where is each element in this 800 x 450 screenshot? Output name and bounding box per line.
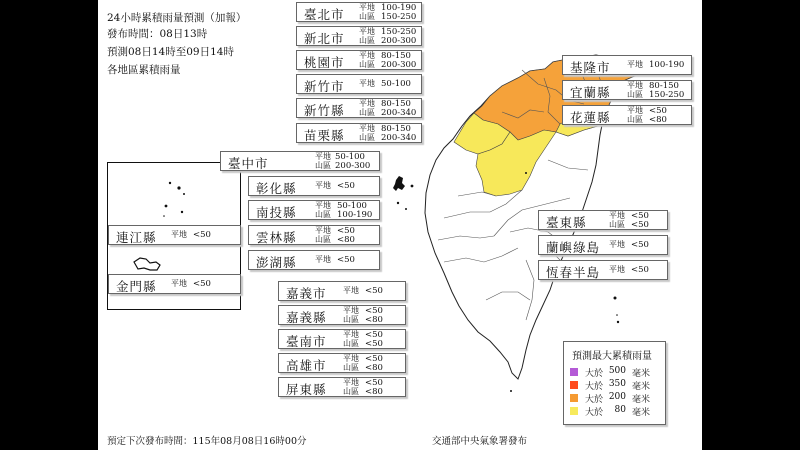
plain-value: 100-190 — [381, 3, 417, 13]
region-name: 屏東縣 — [286, 382, 327, 397]
region-name: 澎湖縣 — [256, 255, 297, 270]
mountain-label: 山區 — [627, 115, 643, 124]
legend-value: 500 — [608, 366, 626, 376]
region-name: 新北市 — [304, 31, 345, 46]
region-name: 高雄市 — [286, 358, 327, 373]
mountain-value: 150-250 — [649, 90, 685, 100]
mountain-value: <80 — [365, 363, 383, 373]
region-name: 南投縣 — [256, 205, 297, 220]
plain-label: 平地 — [359, 3, 375, 12]
legend-unit: 毫米 — [632, 408, 651, 418]
plain-value: <50 — [365, 378, 383, 388]
legend-swatch — [570, 368, 578, 376]
region-name: 臺中市 — [228, 156, 269, 171]
mountain-value: 200-300 — [335, 161, 371, 171]
legend-swatch — [570, 381, 578, 389]
region-box-yilan — [562, 80, 692, 100]
plain-value: 100-190 — [649, 60, 685, 70]
region-box-kaohsiung — [278, 353, 406, 373]
next-issue-time: 預定下次發布時間：115年08月08日16時00分 — [107, 436, 307, 447]
mountain-label: 山區 — [315, 161, 331, 170]
mountain-label: 山區 — [359, 108, 375, 117]
plain-label: 平地 — [171, 230, 187, 239]
plain-label: 平地 — [343, 354, 359, 363]
region-box-miaoli — [296, 123, 422, 143]
issuing-agency: 交通部中央氣象署發布 — [432, 436, 528, 447]
region-box-hengchun — [538, 260, 668, 280]
mountain-label: 山區 — [343, 315, 359, 324]
plain-label: 平地 — [315, 255, 331, 264]
mountain-value: 200-340 — [381, 108, 417, 118]
plain-value: <50 — [631, 211, 649, 221]
region-name: 彰化縣 — [256, 181, 297, 196]
plain-value: <50 — [193, 230, 211, 240]
rainfall-legend — [563, 341, 666, 425]
legend-prefix: 大於 — [585, 395, 604, 405]
plain-label: 平地 — [359, 27, 375, 36]
region-name: 花蓮縣 — [570, 110, 611, 125]
region-name: 基隆市 — [570, 60, 611, 75]
region-box-yunlin — [248, 225, 380, 245]
plain-label: 平地 — [359, 79, 375, 88]
plain-label: 平地 — [343, 286, 359, 295]
plain-value: <50 — [365, 330, 383, 340]
region-name: 臺北市 — [304, 7, 345, 22]
mountain-value: 150-250 — [381, 12, 417, 22]
region-box-tainan — [278, 329, 406, 349]
mountain-label: 山區 — [359, 36, 375, 45]
region-name: 金門縣 — [116, 279, 157, 294]
legend-unit: 毫米 — [632, 395, 651, 405]
mountain-value: 200-300 — [381, 36, 417, 46]
forecast-sheet — [98, 0, 702, 450]
plain-value: 150-250 — [381, 27, 417, 37]
plain-label: 平地 — [359, 99, 375, 108]
region-box-lanyu-lyudao — [538, 235, 668, 255]
legend-value: 80 — [614, 405, 626, 415]
plain-label: 平地 — [315, 181, 331, 190]
plain-label: 平地 — [609, 240, 625, 249]
mountain-label: 山區 — [359, 133, 375, 142]
mountain-label: 山區 — [627, 90, 643, 99]
plain-label: 平地 — [343, 306, 359, 315]
region-name: 連江縣 — [116, 230, 157, 245]
region-name: 宜蘭縣 — [570, 85, 611, 100]
mountain-label: 山區 — [359, 12, 375, 21]
region-box-taoyuan — [296, 50, 422, 70]
plain-value: 80-150 — [381, 99, 411, 109]
legend-prefix: 大於 — [585, 408, 604, 418]
plain-value: <50 — [365, 306, 383, 316]
legend-unit: 毫米 — [632, 369, 651, 379]
mountain-label: 山區 — [315, 210, 331, 219]
region-box-penghu — [248, 250, 380, 270]
region-box-taichung — [220, 151, 380, 171]
region-name: 臺東縣 — [546, 215, 587, 230]
plain-value: 50-100 — [381, 79, 411, 89]
region-box-taitung — [538, 210, 668, 230]
legend-unit: 毫米 — [632, 382, 651, 392]
legend-swatch — [570, 394, 578, 402]
plain-value: 50-100 — [335, 152, 365, 162]
map-subtitle: 各地區累積雨量 — [107, 64, 181, 76]
region-box-hsinchu-county — [296, 98, 422, 118]
mountain-value: <80 — [365, 315, 383, 325]
mountain-label: 山區 — [315, 235, 331, 244]
issued-time: 發布時間：08日13時 — [107, 28, 208, 40]
region-name: 苗栗縣 — [304, 128, 345, 143]
plain-label: 平地 — [171, 279, 187, 288]
plain-label: 平地 — [627, 106, 643, 115]
plain-label: 平地 — [609, 211, 625, 220]
region-name: 新竹縣 — [304, 103, 345, 118]
region-box-hualien — [562, 105, 692, 125]
legend-value: 200 — [608, 392, 626, 402]
plain-value: <50 — [337, 255, 355, 265]
region-box-hsinchu-city — [296, 74, 422, 94]
legend-prefix: 大於 — [585, 382, 604, 392]
legend-title: 預測最大累積雨量 — [572, 351, 652, 362]
mountain-label: 山區 — [609, 220, 625, 229]
plain-label: 平地 — [627, 81, 643, 90]
plain-value: <50 — [337, 181, 355, 191]
plain-value: <50 — [365, 286, 383, 296]
region-name: 新竹市 — [304, 79, 345, 94]
plain-label: 平地 — [343, 378, 359, 387]
plain-value: <50 — [365, 354, 383, 364]
region-name: 臺南市 — [286, 334, 327, 349]
mountain-label: 山區 — [359, 60, 375, 69]
region-box-taipei-city — [296, 2, 422, 22]
region-box-pingtung — [278, 377, 406, 397]
plain-value: <50 — [631, 265, 649, 275]
plain-label: 平地 — [359, 124, 375, 133]
region-box-new-taipei — [296, 26, 422, 46]
mountain-value: 200-340 — [381, 133, 417, 143]
plain-label: 平地 — [359, 51, 375, 60]
mountain-value: <80 — [365, 387, 383, 397]
region-name: 桃園市 — [304, 55, 345, 70]
plain-label: 平地 — [315, 152, 331, 161]
mountain-value: <80 — [337, 235, 355, 245]
mountain-label: 山區 — [343, 363, 359, 372]
plain-label: 平地 — [627, 60, 643, 69]
map-title: 24小時累積雨量預測（加報） — [107, 12, 247, 24]
mountain-value: 100-190 — [337, 210, 373, 220]
plain-value: 80-150 — [381, 124, 411, 134]
mountain-value: <50 — [365, 339, 383, 349]
legend-prefix: 大於 — [585, 369, 604, 379]
mountain-label: 山區 — [343, 387, 359, 396]
region-name: 嘉義市 — [286, 286, 327, 301]
region-box-changhua — [248, 176, 380, 196]
region-box-chiayi-city — [278, 281, 406, 301]
region-box-chiayi-county — [278, 305, 406, 325]
mountain-label: 山區 — [343, 339, 359, 348]
plain-label: 平地 — [315, 201, 331, 210]
mountain-value: <50 — [631, 220, 649, 230]
region-box-keelung — [562, 55, 692, 75]
region-name: 嘉義縣 — [286, 310, 327, 325]
plain-value: <50 — [193, 279, 211, 289]
region-box-nantou — [248, 200, 380, 220]
plain-value: <50 — [649, 106, 667, 116]
mountain-value: <80 — [649, 115, 667, 125]
plain-label: 平地 — [315, 226, 331, 235]
forecast-period: 預測08日14時至09日14時 — [107, 46, 234, 58]
mountain-value: 200-300 — [381, 60, 417, 70]
region-box-lienchiang — [108, 225, 241, 245]
plain-label: 平地 — [343, 330, 359, 339]
plain-value: 50-100 — [337, 201, 367, 211]
plain-label: 平地 — [609, 265, 625, 274]
legend-swatch — [570, 407, 578, 415]
plain-value: 80-150 — [649, 81, 679, 91]
plain-value: 80-150 — [381, 51, 411, 61]
region-name: 恆春半島 — [546, 265, 601, 280]
region-box-kinmen — [108, 274, 241, 294]
legend-value: 350 — [608, 379, 626, 389]
plain-value: <50 — [631, 240, 649, 250]
region-name: 雲林縣 — [256, 230, 297, 245]
plain-value: <50 — [337, 226, 355, 236]
region-name: 蘭嶼綠島 — [546, 240, 601, 255]
